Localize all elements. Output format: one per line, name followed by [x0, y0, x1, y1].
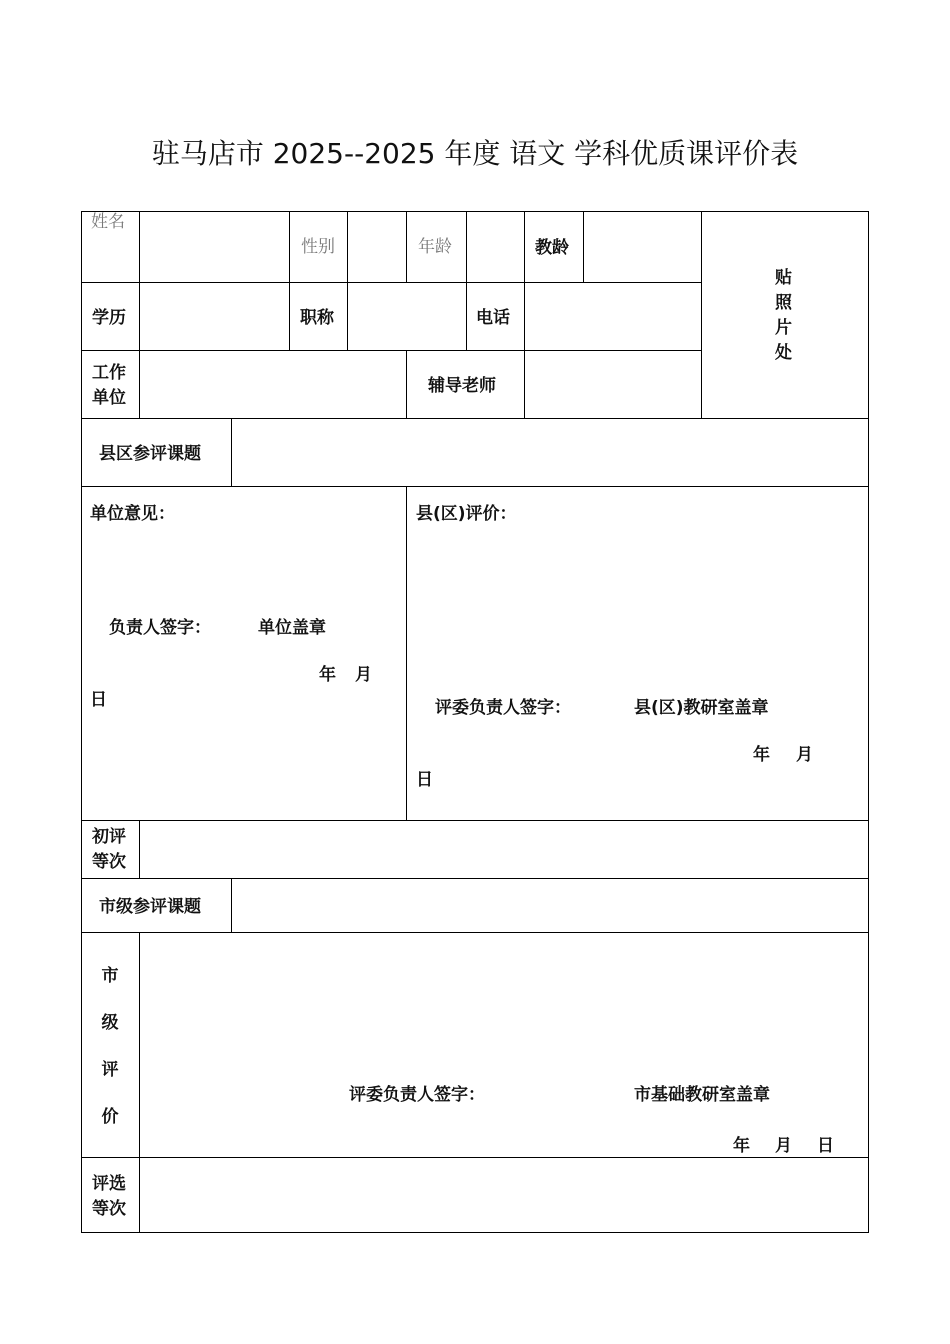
col-divider — [139, 211, 140, 418]
col-divider — [466, 211, 467, 350]
city-eval-label-char: 评 — [101, 1060, 119, 1080]
unit-seal-label: 单位盖章 — [258, 618, 326, 638]
unit-year-label: 年 — [319, 665, 336, 685]
unit-opinion-label: 单位意见： — [90, 504, 175, 524]
col-divider — [406, 350, 407, 418]
name-label: 姓名 — [91, 212, 125, 232]
col-divider — [231, 878, 232, 932]
page-title: 驻马店市 2025--2025 年度 语文 学科优质课评价表 — [151, 137, 799, 170]
unit-day-label: 日 — [90, 690, 107, 710]
job-title-label: 职称 — [300, 308, 334, 328]
initial-rank-label: 初评 — [92, 827, 126, 847]
county-eval-label: 县(区)评价： — [416, 504, 517, 524]
education-label: 学历 — [92, 308, 126, 328]
initial-rank-label: 等次 — [92, 852, 126, 872]
table-border-right — [868, 211, 869, 1233]
col-divider — [524, 211, 525, 418]
city-eval-label-char: 级 — [101, 1013, 119, 1033]
row-divider — [81, 350, 701, 351]
county-seal-label: 县(区)教研室盖章 — [634, 698, 769, 718]
selection-rank-label: 评选 — [92, 1174, 126, 1194]
table-border-left — [81, 211, 82, 1233]
county-month-label: 月 — [796, 745, 813, 765]
work-unit-label: 工作 — [92, 363, 126, 383]
work-unit-label: 单位 — [92, 388, 126, 408]
selection-rank-label: 等次 — [92, 1199, 126, 1219]
unit-signer-label: 负责人签字： — [109, 618, 211, 638]
photo-label-char: 片 — [775, 318, 792, 338]
row-divider — [81, 418, 869, 419]
teaching-years-label: 教龄 — [535, 238, 569, 258]
city-month-label: 月 — [775, 1136, 792, 1156]
city-eval-label-char: 市 — [101, 966, 119, 986]
col-divider — [583, 211, 584, 282]
row-divider — [81, 820, 869, 821]
phone-label: 电话 — [476, 308, 510, 328]
city-day-label: 日 — [817, 1136, 834, 1156]
row-divider — [81, 486, 869, 487]
city-eval-label-char: 价 — [101, 1107, 119, 1127]
col-divider — [289, 211, 290, 350]
tutor-label: 辅导老师 — [428, 376, 496, 396]
county-day-label: 日 — [416, 770, 433, 790]
photo-label-char: 贴 — [775, 268, 792, 288]
city-signer-label: 评委负责人签字： — [349, 1085, 485, 1105]
unit-month-label: 月 — [355, 665, 372, 685]
city-seal-label: 市基础教研室盖章 — [634, 1085, 770, 1105]
city-year-label: 年 — [733, 1136, 750, 1156]
row-divider — [81, 878, 869, 879]
photo-label-char: 照 — [775, 293, 792, 313]
col-divider — [406, 211, 407, 282]
row-divider — [81, 282, 701, 283]
county-topic-label: 县区参评课题 — [99, 444, 201, 464]
photo-label-char: 处 — [775, 343, 792, 363]
gender-label: 性别 — [301, 237, 335, 257]
row-divider — [81, 1157, 869, 1158]
col-divider — [231, 418, 232, 486]
col-divider — [139, 820, 140, 878]
city-topic-label: 市级参评课题 — [99, 897, 201, 917]
age-label: 年龄 — [418, 237, 452, 257]
col-divider — [139, 932, 140, 1232]
county-signer-label: 评委负责人签字： — [435, 698, 571, 718]
row-divider — [81, 932, 869, 933]
table-border-top — [81, 211, 869, 212]
county-year-label: 年 — [753, 745, 770, 765]
col-divider — [701, 211, 702, 418]
table-border-bottom — [81, 1232, 869, 1233]
col-divider — [347, 211, 348, 350]
col-divider — [406, 486, 407, 820]
